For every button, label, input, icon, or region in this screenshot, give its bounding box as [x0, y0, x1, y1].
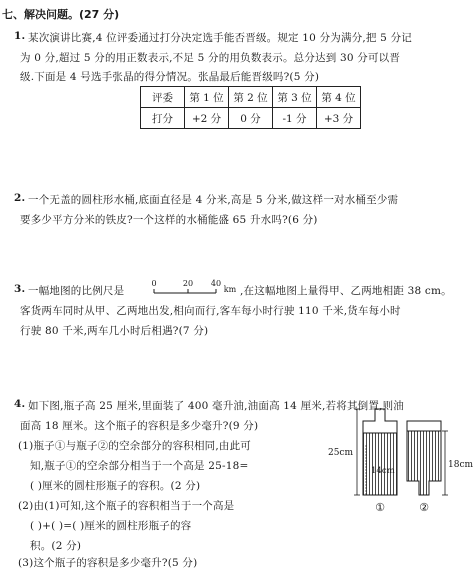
score-table-header-cell: 第 4 位: [317, 87, 361, 108]
score-table-data-row: [141, 108, 361, 129]
bottle-2-label: ②: [419, 501, 429, 514]
sub-question-2-line-2: ( )+( )=( )厘米的圆柱形瓶子的容: [30, 520, 192, 532]
question-3-line-3: 行驶 80 千米,两车几小时后相遇?(7 分): [20, 325, 209, 337]
question-4-line-2: 面高 18 厘米。这个瓶子的容积是多少毫升?(9 分): [20, 420, 259, 432]
question-3-line-1-end: ,在这幅地图上量得甲、乙两地相距 38 cm。: [240, 285, 452, 297]
score-table-cell: +3 分: [317, 108, 361, 129]
score-table-cell: 0 分: [229, 108, 273, 129]
scale-tick-label: 40: [210, 279, 222, 288]
sub-question-1-line-2: 知,瓶子①的空余部分相当于一个高是 25-18=: [30, 460, 249, 472]
question-2-number: 2.: [14, 192, 26, 204]
question-3-line-2: 客货两车同时从甲、乙两地出发,相向而行,客车每小时行驶 110 千米,货车每小时: [20, 305, 401, 317]
sub-question-1-line-3: ( )厘米的圆柱形瓶子的容积。(2 分): [30, 480, 201, 492]
score-table-header-cell: 评委: [141, 87, 185, 108]
bottle-1-label: ①: [375, 501, 385, 514]
question-3-number: 3.: [14, 283, 26, 295]
score-table-cell: -1 分: [273, 108, 317, 129]
question-3-line-1-start: 一幅地图的比例尺是: [28, 285, 125, 297]
scale-tick-label: 0: [151, 279, 157, 288]
bottles-figure: [327, 405, 473, 535]
question-4-line-1: 如下图,瓶子高 25 厘米,里面装了 400 毫升油,油面高 14 厘米,若将其倒置,则油: [28, 400, 404, 412]
score-table-header-cell: 第 1 位: [185, 87, 229, 108]
score-table-header-cell: 第 2 位: [229, 87, 273, 108]
sub-question-3: (3)这个瓶子的容积是多少毫升?(5 分): [18, 557, 198, 569]
score-table-header-cell: 第 3 位: [273, 87, 317, 108]
question-1-line-3: 级.下面是 4 号选手张晶的得分情况。张晶最后能晋级吗?(5 分): [20, 71, 320, 83]
bottle-2: [407, 421, 441, 495]
question-2-line-2: 要多少平方分米的铁皮?一个这样的水桶能盛 65 升水吗?(6 分): [20, 214, 318, 226]
question-1-line-2: 为 0 分,超过 5 分的用正数表示,不足 5 分的用负数表示。总分达到 30 分可以晋: [20, 52, 401, 64]
question-2-line-1: 一个无盖的圆柱形水桶,底面直径是 4 分米,高是 5 分米,做这样一对水桶至少需: [28, 194, 399, 206]
height-18-label: 18cm: [448, 460, 473, 470]
question-1-number: 1.: [14, 30, 26, 42]
scale-unit-label: km: [223, 285, 237, 294]
sub-question-2-line-1: (2)由(1)可知,这个瓶子的容积相当于一个高是: [18, 500, 235, 512]
height-14-label: 14cm: [371, 466, 395, 476]
height-25-label: 25cm: [327, 448, 353, 458]
scale-tick-label: 20: [182, 279, 194, 288]
question-4-number: 4.: [14, 398, 26, 410]
section-title: 七、解决问题。(27 分): [2, 8, 120, 21]
score-table-header-row: [141, 87, 361, 108]
score-table-cell: +2 分: [185, 108, 229, 129]
bottle-1: [363, 409, 397, 495]
question-1-line-1: 某次演讲比赛,4 位评委通过打分决定选手能否晋级。规定 10 分为满分,把 5 分记: [28, 32, 412, 44]
sub-question-2-line-3: 积。(2 分): [30, 540, 82, 552]
score-table-cell: 打分: [141, 108, 185, 129]
score-table: [140, 86, 361, 129]
sub-question-1-line-1: (1)瓶子①与瓶子②的空余部分的容积相同,由此可: [18, 440, 252, 452]
map-scale-bar: [150, 277, 238, 299]
